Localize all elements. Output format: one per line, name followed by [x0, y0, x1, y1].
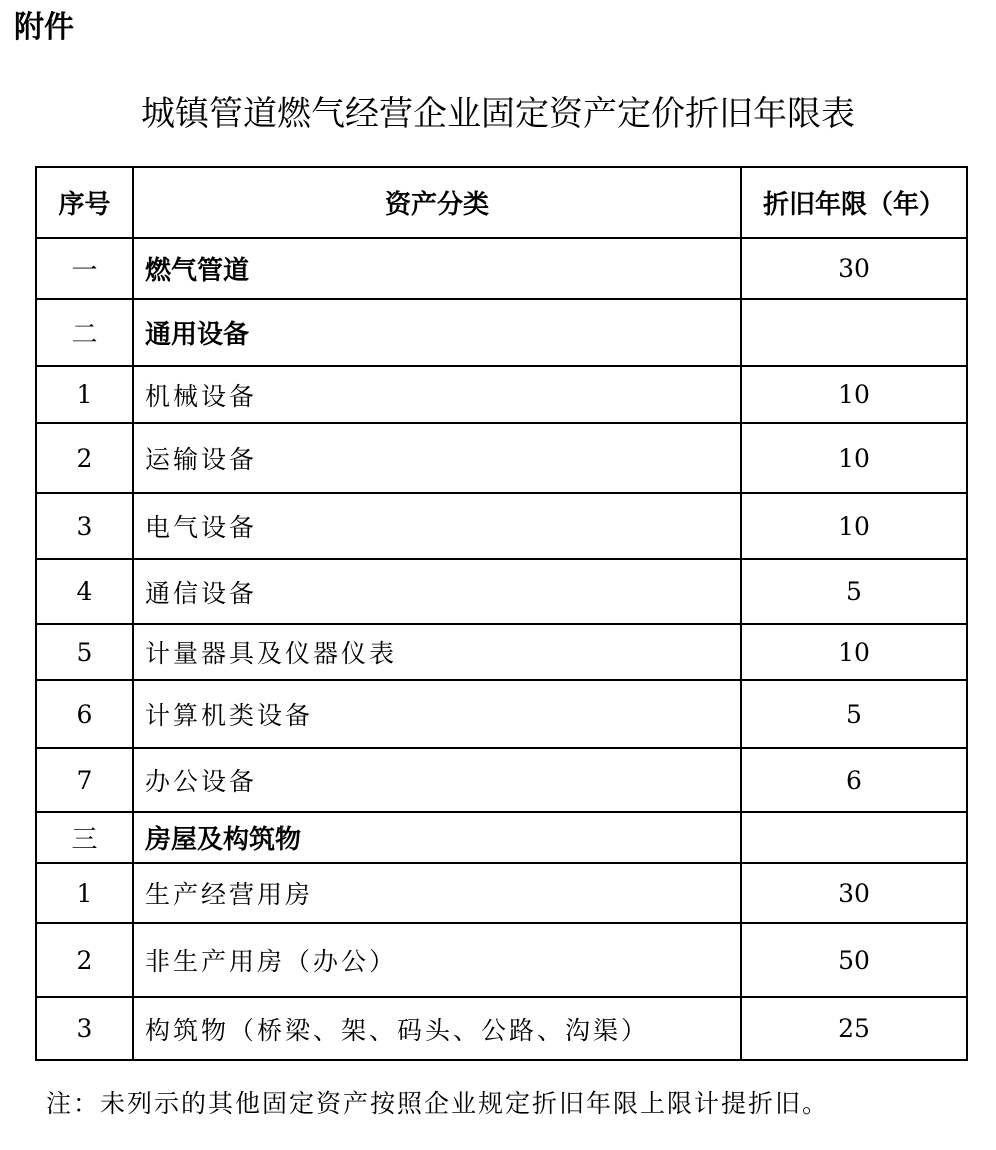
row-category: 计量器具及仪器仪表: [133, 624, 741, 680]
row-category: 计算机类设备: [133, 680, 741, 748]
footnote: 注：未列示的其他固定资产按照企业规定折旧年限上限计提折旧。: [46, 1089, 830, 1118]
table-row: [36, 423, 967, 493]
document-title: 城镇管道燃气经营企业固定资产定价折旧年限表: [141, 94, 855, 134]
row-years: 50: [741, 923, 967, 997]
row-years: 10: [741, 493, 967, 559]
row-seq: 5: [36, 624, 133, 680]
row-years: 6: [741, 748, 967, 812]
row-category: 机械设备: [133, 366, 741, 423]
table-row: [36, 863, 967, 923]
row-years: 5: [741, 680, 967, 748]
table-row: [36, 923, 967, 997]
table-row: [36, 238, 967, 299]
table-row: [36, 680, 967, 748]
row-years: 30: [741, 238, 967, 299]
row-years: [741, 812, 967, 863]
row-years: 10: [741, 624, 967, 680]
row-seq: 1: [36, 863, 133, 923]
row-seq: 3: [36, 997, 133, 1060]
table-row: [36, 624, 967, 680]
header-category: 资产分类: [133, 167, 741, 238]
row-seq: 三: [36, 812, 133, 863]
row-seq: 1: [36, 366, 133, 423]
table-header-row: [36, 167, 967, 238]
row-category: 通用设备: [133, 299, 741, 366]
row-years: [741, 299, 967, 366]
row-category: 非生产用房（办公）: [133, 923, 741, 997]
table-row: [36, 366, 967, 423]
row-category: 房屋及构筑物: [133, 812, 741, 863]
table-row: [36, 997, 967, 1060]
table-row: [36, 493, 967, 559]
table-row: [36, 559, 967, 624]
attachment-label: 附件: [14, 10, 74, 45]
row-category: 办公设备: [133, 748, 741, 812]
row-category: 燃气管道: [133, 238, 741, 299]
row-seq: 7: [36, 748, 133, 812]
row-years: 5: [741, 559, 967, 624]
row-years: 25: [741, 997, 967, 1060]
row-years: 30: [741, 863, 967, 923]
row-years: 10: [741, 423, 967, 493]
table-row: [36, 748, 967, 812]
row-category: 生产经营用房: [133, 863, 741, 923]
row-seq: 3: [36, 493, 133, 559]
row-category: 通信设备: [133, 559, 741, 624]
header-years: 折旧年限（年）: [741, 167, 967, 238]
row-seq: 二: [36, 299, 133, 366]
depreciation-table: [35, 166, 968, 1061]
table-row: [36, 299, 967, 366]
row-category: 构筑物（桥梁、架、码头、公路、沟渠）: [133, 997, 741, 1060]
header-seq: 序号: [36, 167, 133, 238]
table-row: [36, 812, 967, 863]
row-seq: 2: [36, 923, 133, 997]
row-seq: 6: [36, 680, 133, 748]
row-seq: 4: [36, 559, 133, 624]
row-years: 10: [741, 366, 967, 423]
row-category: 运输设备: [133, 423, 741, 493]
row-category: 电气设备: [133, 493, 741, 559]
row-seq: 2: [36, 423, 133, 493]
row-seq: 一: [36, 238, 133, 299]
